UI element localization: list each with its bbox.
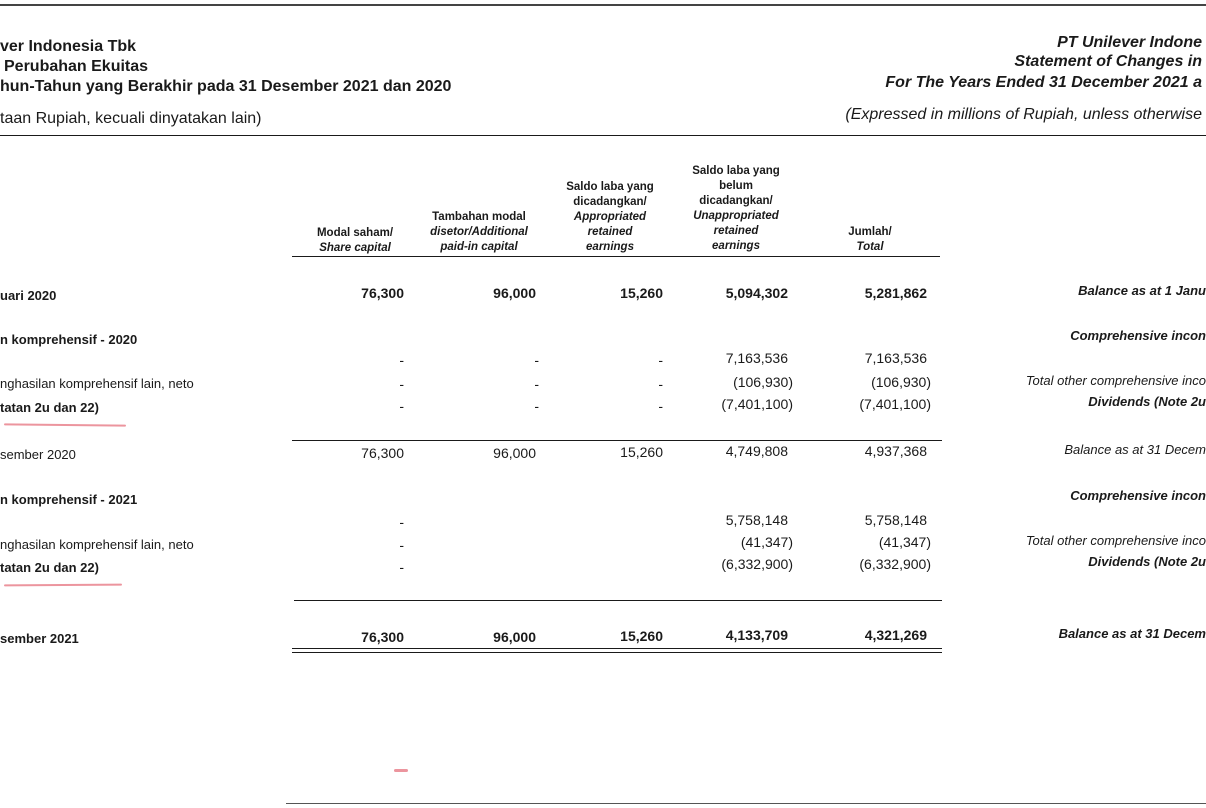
cell-r5-c4: 4,937,368 xyxy=(864,443,927,459)
cell-r5-c2: 15,260 xyxy=(620,444,663,460)
row-en-oci-2020: Total other comprehensive inco xyxy=(1025,373,1206,388)
red-mark xyxy=(394,769,408,772)
row-en-oci-2021: Total other comprehensive inco xyxy=(1025,533,1206,548)
col-header-paid-in-capital: Tambahan modal disetor/Additional paid-in capital xyxy=(430,211,528,253)
cell-r9-c0: - xyxy=(399,559,404,575)
col-header-total: Jumlah/ Total xyxy=(848,226,892,253)
cell-r3-c0: - xyxy=(399,376,404,392)
header-right-line4: (Expressed in millions of Rupiah, unless otherwise xyxy=(845,106,1202,123)
cell-r10-c3: 4,133,709 xyxy=(725,627,788,643)
col-header-share-capital: Modal saham/ Share capital xyxy=(316,227,394,254)
row-en-balance-dec-2021: Balance as at 31 Decem xyxy=(1058,626,1206,641)
cell-r3-c4: (106,930) xyxy=(871,374,931,390)
row-label-oci-2021: nghasilan komprehensif lain, neto xyxy=(0,537,194,552)
cell-r2-c3: 7,163,536 xyxy=(725,350,788,366)
cell-r8-c3: (41,347) xyxy=(740,534,793,550)
header-left-line4: taan Rupiah, kecuali dinyatakan lain) xyxy=(0,110,262,127)
cell-r5-c0: 76,300 xyxy=(361,445,404,461)
cell-r10-c1: 96,000 xyxy=(493,629,536,645)
header-left-line1: ver Indonesia Tbk xyxy=(0,38,137,55)
cell-r10-c4: 4,321,269 xyxy=(864,627,927,643)
cell-r7-c0: - xyxy=(399,514,404,530)
col-header-appropriated: Saldo laba yang dicadangkan/ Appropriated retained earnings xyxy=(566,181,654,253)
cell-r10-c2: 15,260 xyxy=(620,628,663,644)
cell-r7-c3: 5,758,148 xyxy=(725,512,788,528)
cell-r2-c2: - xyxy=(658,352,663,368)
row-label-dividends-2020: tatan 2u dan 22) xyxy=(0,400,99,415)
cell-r2-c1: - xyxy=(534,352,539,368)
cell-r10-c0: 76,300 xyxy=(361,629,404,645)
row-en-comprehensive-2020: Comprehensive incon xyxy=(1070,328,1206,343)
row-en-comprehensive-2021: Comprehensive incon xyxy=(1070,488,1206,503)
subtotal-rule-2021 xyxy=(294,600,942,601)
row-en-dividends-2020: Dividends (Note 2u xyxy=(1088,394,1206,409)
header-left-line2: Perubahan Ekuitas xyxy=(4,58,149,75)
cell-r0-c4: 5,281,862 xyxy=(864,285,927,301)
cell-r5-c1: 96,000 xyxy=(493,445,536,461)
col-header-unappropriated: Saldo laba yang belum dicadangkan/ Unappropriated retained earnings xyxy=(692,165,780,252)
cell-r0-c0: 76,300 xyxy=(361,285,404,301)
header-right-line2: Statement of Changes in xyxy=(1014,53,1202,70)
cell-r4-c0: - xyxy=(399,398,404,414)
row-en-balance-dec-2020: Balance as at 31 Decem xyxy=(1064,442,1206,457)
top-border xyxy=(0,4,1206,6)
cell-r8-c0: - xyxy=(399,537,404,553)
header-left-line3: hun-Tahun yang Berakhir pada 31 Desember 2021 dan 2020 xyxy=(0,78,452,95)
cell-r0-c2: 15,260 xyxy=(620,285,663,301)
double-rule-top xyxy=(292,648,942,649)
red-underline-2021 xyxy=(4,584,122,587)
header-right-line1: PT Unilever Indone xyxy=(1057,34,1202,51)
row-label-oci-2020: nghasilan komprehensif lain, neto xyxy=(0,376,194,391)
row-label-balance-dec-2021: sember 2021 xyxy=(0,631,79,646)
row-label-comprehensive-2021: n komprehensif - 2021 xyxy=(0,492,138,507)
cell-r9-c3: (6,332,900) xyxy=(721,556,793,572)
cell-r5-c3: 4,749,808 xyxy=(725,443,788,459)
cell-r4-c1: - xyxy=(534,398,539,414)
row-label-balance-jan-2020: uari 2020 xyxy=(0,288,57,303)
subtotal-rule-2020 xyxy=(292,440,942,441)
cell-r8-c4: (41,347) xyxy=(878,534,931,550)
row-label-balance-dec-2020: sember 2020 xyxy=(0,447,76,462)
column-header-rule xyxy=(292,256,940,257)
cell-r3-c3: (106,930) xyxy=(733,374,793,390)
cell-r7-c4: 5,758,148 xyxy=(864,512,927,528)
cell-r2-c4: 7,163,536 xyxy=(864,350,927,366)
cell-r3-c1: - xyxy=(534,376,539,392)
header-right-line3: For The Years Ended 31 December 2021 a xyxy=(885,74,1202,91)
row-label-comprehensive-2020: n komprehensif - 2020 xyxy=(0,332,138,347)
red-underline-2020 xyxy=(4,423,126,426)
row-label-dividends-2021: tatan 2u dan 22) xyxy=(0,560,99,575)
row-en-dividends-2021: Dividends (Note 2u xyxy=(1088,554,1206,569)
cell-r0-c1: 96,000 xyxy=(493,285,536,301)
cell-r4-c4: (7,401,100) xyxy=(859,396,931,412)
header-rule xyxy=(0,135,1206,136)
cell-r3-c2: - xyxy=(658,376,663,392)
row-en-balance-jan-2020: Balance as at 1 Janu xyxy=(1078,283,1206,298)
double-rule-bottom xyxy=(292,652,942,653)
bottom-rule xyxy=(286,803,1206,804)
cell-r4-c2: - xyxy=(658,398,663,414)
cell-r0-c3: 5,094,302 xyxy=(725,285,788,301)
cell-r9-c4: (6,332,900) xyxy=(859,556,931,572)
cell-r4-c3: (7,401,100) xyxy=(721,396,793,412)
cell-r2-c0: - xyxy=(399,352,404,368)
